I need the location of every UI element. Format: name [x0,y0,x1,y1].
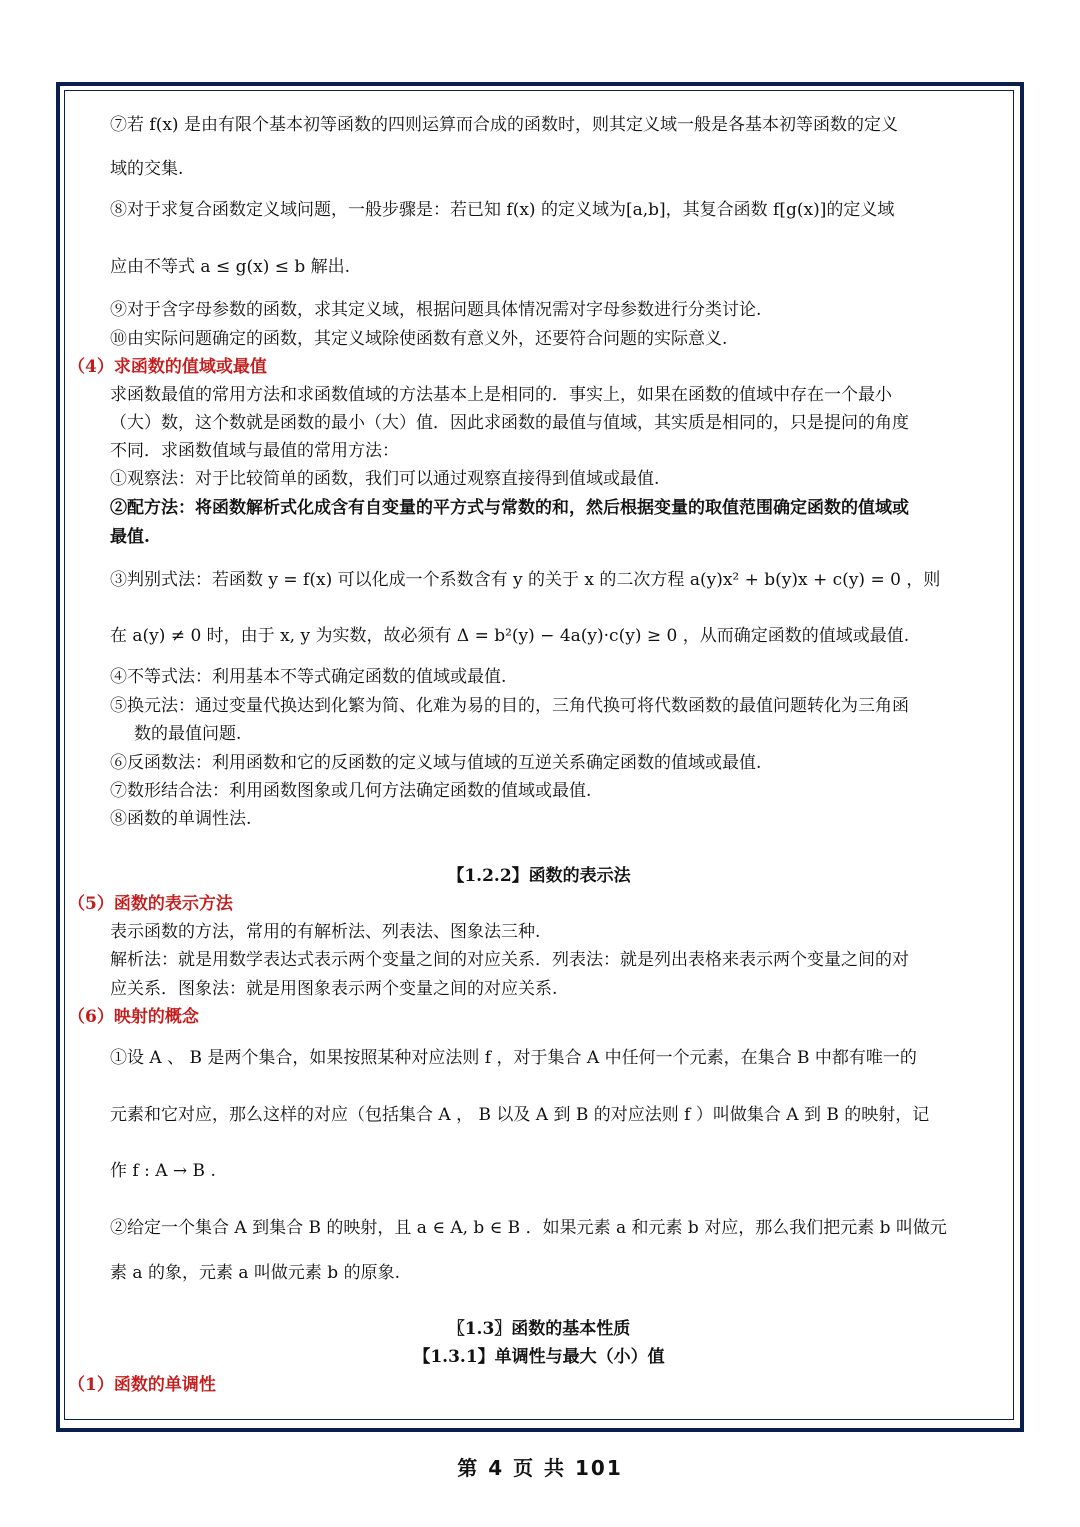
text-line: ⑦若 f(x) 是由有限个基本初等函数的四则运算而合成的函数时，则其定义域一般是各基本初等函数的定义 [110,115,898,135]
text-line: ④不等式法：利用基本不等式确定函数的值域或最值. [110,667,507,687]
text-line: ⑥反函数法：利用函数和它的反函数的定义域与值域的互逆关系确定函数的值域或最值. [110,753,762,773]
text-line: 解析法：就是用数学表达式表示两个变量之间的对应关系．列表法：就是列出表格来表示两个变量之间的对 [110,950,909,970]
text-line: ⑧对于求复合函数定义域问题，一般步骤是：若已知 f(x) 的定义域为[a,b]，其复合函数 f[g(x)]的定义域 [110,200,895,220]
text-line: 素 a 的象，元素 a 叫做元素 b 的原象. [110,1263,400,1283]
text-line: ⑨对于含字母参数的函数，求其定义域，根据问题具体情况需对字母参数进行分类讨论. [110,300,762,320]
text-line: ⑧函数的单调性法. [110,809,252,829]
text-line: 表示函数的方法，常用的有解析法、列表法、图象法三种. [110,922,541,942]
text-line: 作 f : A → B . [110,1161,216,1181]
section-heading-5: （5）函数的表示方法 [68,894,233,914]
subsection-title: 【1.3.1】单调性与最大（小）值 [413,1347,665,1367]
section-heading-6: （6）映射的概念 [68,1007,199,1027]
text-line-bold: 最值. [110,527,150,547]
text-line: ⑤换元法：通过变量代换达到化繁为简、化难为易的目的，三角代换可将代数函数的最值问题转化为三角函 [110,696,909,716]
text-line: （大）数，这个数就是函数的最小（大）值．因此求函数的最值与值域，其实质是相同的，只是提问的角度 [110,413,909,433]
text-line: ①观察法：对于比较简单的函数，我们可以通过观察直接得到值域或最值. [110,469,660,489]
section-heading-4: （4）求函数的值域或最值 [68,357,267,377]
text-line: 求函数最值的常用方法和求函数值域的方法基本上是相同的．事实上，如果在函数的值域中存在一个最小 [110,385,892,405]
text-line: 在 a(y) ≠ 0 时，由于 x, y 为实数，故必须有 Δ = b²(y) − 4a(y)·c(y) ≥ 0 ，从而确定函数的值域或最值. [110,626,910,646]
page-footer: 第 4 页 共 101 [457,1456,623,1480]
text-line: ⑩由实际问题确定的函数，其定义域除使函数有意义外，还要符合问题的实际意义. [110,329,728,349]
text-line: 应关系．图象法：就是用图象表示两个变量之间的对应关系. [110,979,558,999]
subsection-title: 【1.2.2】函数的表示法 [447,866,631,886]
text-line-bold: ②配方法：将函数解析式化成含有自变量的平方式与常数的和，然后根据变量的取值范围确定函数的值域或 [110,498,909,518]
text-line: ②给定一个集合 A 到集合 B 的映射，且 a ∈ A, b ∈ B ．如果元素 a 和元素 b 对应，那么我们把元素 b 叫做元 [110,1218,947,1238]
section-heading-1: （1）函数的单调性 [68,1375,216,1395]
text-line: 数的最值问题. [134,724,242,744]
text-line: ③判别式法：若函数 y = f(x) 可以化成一个系数含有 y 的关于 x 的二次方程 a(y)x² + b(y)x + c(y) = 0 ，则 [110,570,941,590]
text-line: ①设 A 、 B 是两个集合，如果按照某种对应法则 f ，对于集合 A 中任何一个元素，在集合 B 中都有唯一的 [110,1048,917,1068]
text-line: 应由不等式 a ≤ g(x) ≤ b 解出. [110,257,351,277]
section-title: 〖1.3〗函数的基本性质 [447,1319,631,1339]
text-line: ⑦数形结合法：利用函数图象或几何方法确定函数的值域或最值. [110,781,592,801]
text-line: 元素和它对应，那么这样的对应（包括集合 A ， B 以及 A 到 B 的对应法则 f ）叫做集合 A 到 B 的映射，记 [110,1105,930,1125]
text-line: 域的交集. [110,159,184,179]
text-line: 不同．求函数值域与最值的常用方法： [110,441,399,461]
